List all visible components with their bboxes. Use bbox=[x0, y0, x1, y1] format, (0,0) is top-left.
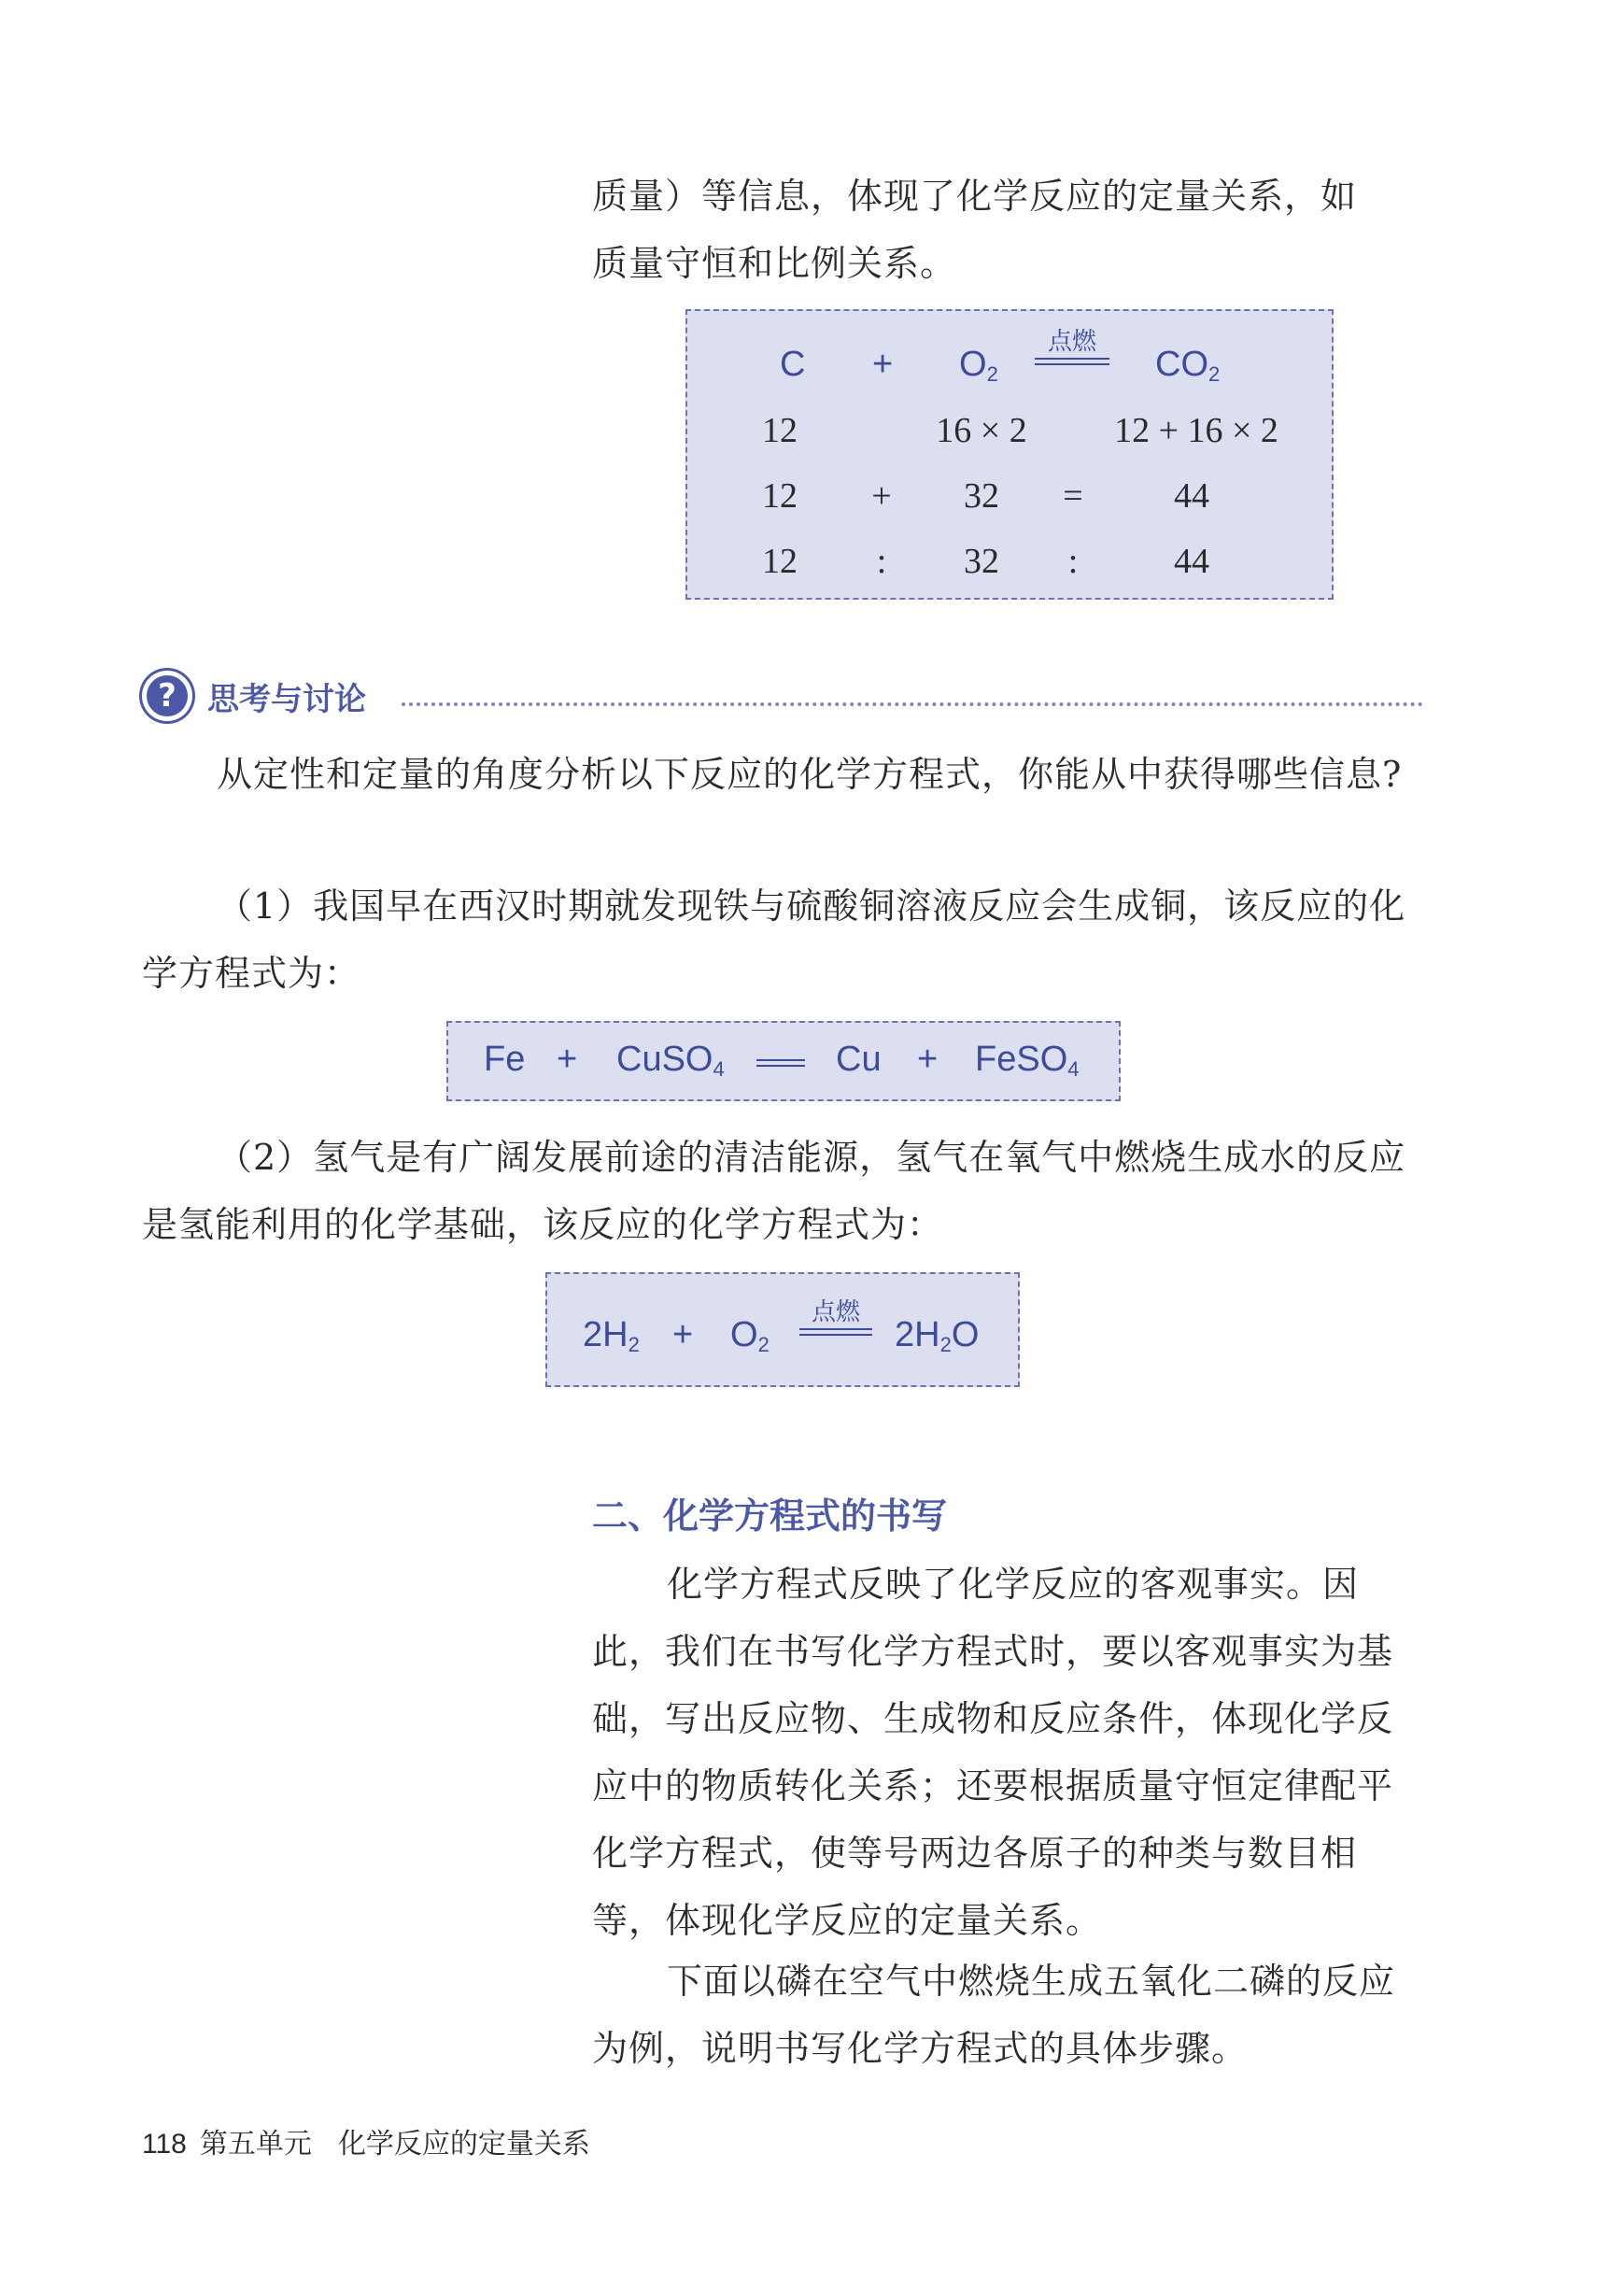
discussion-heading bbox=[142, 671, 366, 721]
sum-co2: 44 bbox=[1174, 476, 1209, 516]
section-paragraph-1: 化学方程式反映了化学反应的客观事实。因此，我们在书写化学方程式时，要以客观事实为基础，写出反应物、生成物和反应条件，体现化学反应中的物质转化关系；还要根据质量守恒定律配平化学方程式，使等号两边各原子的种类与数目相等，体现化学反应的定量关系。 bbox=[592, 1564, 1394, 1941]
intro-line-2: 质量守恒和比例关系。 bbox=[592, 243, 957, 284]
unit-label: 第五单元 bbox=[199, 2128, 312, 2160]
sum-plus: + bbox=[871, 476, 892, 516]
sum-equals: = bbox=[1063, 476, 1083, 516]
section-paragraph-2: 下面以磷在空气中燃烧生成五氧化二磷的反应为例，说明书写化学方程式的具体步骤。 bbox=[592, 1961, 1396, 2069]
intro-line-1: 质量）等信息，体现了化学反应的定量关系，如 bbox=[592, 176, 1358, 217]
plus-sign: + bbox=[872, 345, 894, 384]
plus-sign: + bbox=[917, 1040, 939, 1079]
ratio-carbon: 12 bbox=[762, 542, 798, 581]
reactant-oxygen: $O_2$ bbox=[959, 345, 998, 386]
product-co2: $CO_2$ bbox=[1155, 345, 1221, 386]
discussion-paragraph: 从定性和定量的角度分析以下反应的化学方程式，你能从中获得哪些信息? bbox=[217, 754, 1403, 795]
product-copper: Cu bbox=[836, 1040, 882, 1079]
discussion-item-2: （2）氢气是有广阔发展前途的清洁能源，氢气在氧气中燃烧生成水的反应是氢能利用的化学基础，该反应的化学方程式为： bbox=[142, 1137, 1406, 1245]
page-number: 118 bbox=[142, 2129, 187, 2160]
reactant-copper-sulfate: CuSO$_4$ bbox=[616, 1040, 725, 1081]
plus-sign: + bbox=[557, 1040, 578, 1079]
equation-box-iron-copper bbox=[446, 1021, 1121, 1101]
mass-co2: 12 + 16 × 2 bbox=[1114, 411, 1278, 450]
reactant-oxygen: $O_2$ bbox=[730, 1315, 770, 1356]
section-title: 二、化学方程式的书写 bbox=[592, 1495, 948, 1537]
discussion-item-1: （1）我国早在西汉时期就发现铁与硫酸铜溶液反应会生成铜，该反应的化学方程式为： bbox=[142, 885, 1406, 994]
reactant-carbon: C bbox=[780, 345, 806, 384]
discussion-title: 思考与讨论 bbox=[207, 680, 366, 718]
ratio-co2: 44 bbox=[1174, 542, 1209, 581]
product-iron-sulfate: FeSO$_4$ bbox=[975, 1040, 1080, 1081]
mass-carbon: 12 bbox=[762, 411, 798, 450]
ratio-colon-1: : bbox=[876, 542, 887, 581]
sum-carbon: 12 bbox=[762, 476, 798, 516]
equals-sign bbox=[756, 1059, 805, 1067]
page-footer bbox=[142, 2120, 590, 2161]
question-icon: ? bbox=[142, 671, 192, 721]
equation-box-hydrogen bbox=[545, 1272, 1020, 1387]
reactant-hydrogen: $2H_2$ bbox=[583, 1315, 640, 1356]
ratio-oxygen: 32 bbox=[964, 542, 999, 581]
reactant-iron: Fe bbox=[484, 1040, 526, 1079]
reaction-condition: 点燃 bbox=[1035, 330, 1109, 365]
equation-box-co2 bbox=[685, 309, 1334, 600]
ratio-colon-2: : bbox=[1067, 542, 1079, 581]
reaction-condition: 点燃 bbox=[799, 1300, 872, 1336]
mass-oxygen: 16 × 2 bbox=[936, 411, 1027, 450]
sum-oxygen: 32 bbox=[964, 476, 999, 516]
dotted-divider bbox=[402, 702, 1423, 706]
product-water: $2H_2O$ bbox=[895, 1315, 980, 1356]
plus-sign: + bbox=[672, 1315, 694, 1354]
chapter-title: 化学反应的定量关系 bbox=[337, 2128, 590, 2160]
